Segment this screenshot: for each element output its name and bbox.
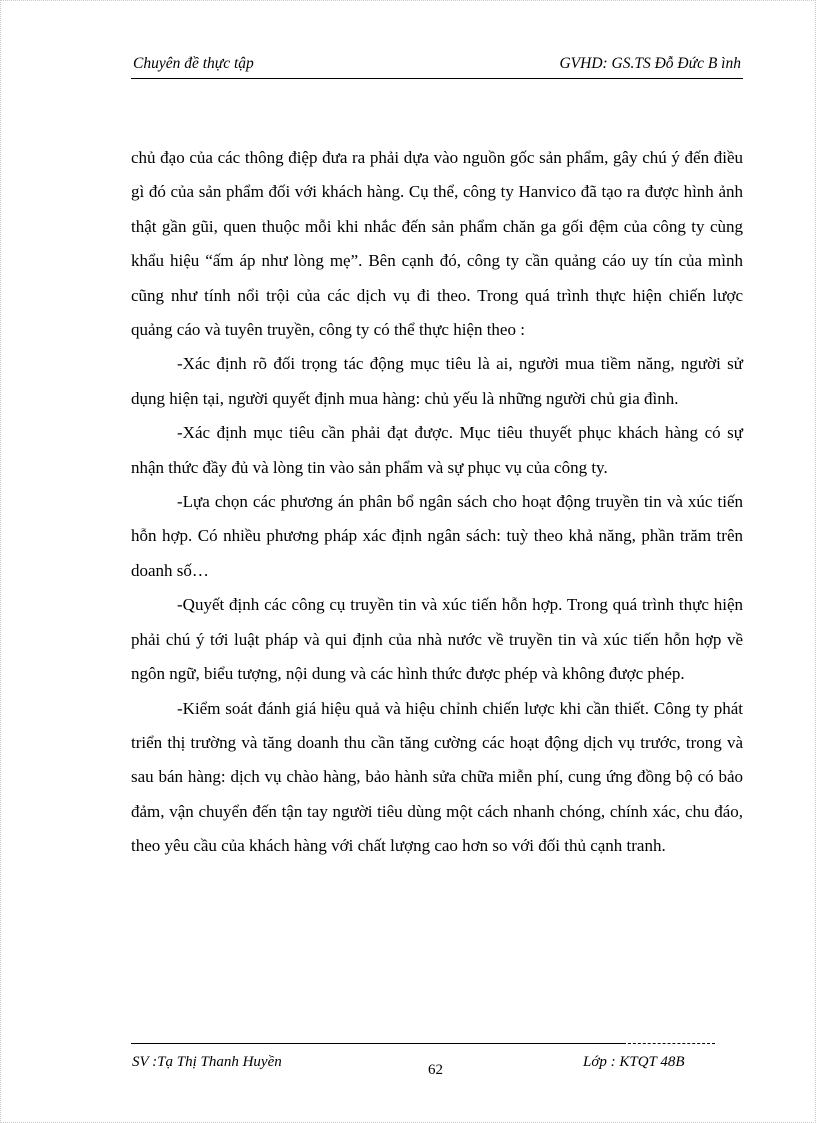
footer-divider [131, 1043, 715, 1044]
header-document-type: Chuyên đề thực tập [133, 55, 254, 72]
paragraph-objectives: -Xác định mục tiêu cần phải đạt được. Mục tiêu thuyết phục khách hàng có sự nhận thức đầy đủ và lòng tin vào sản phẩm và sự phục vụ của công ty. [131, 423, 743, 477]
footer-student-name: SV :Tạ Thị Thanh Huyền [132, 1054, 282, 1070]
paragraph-target-audience: -Xác định rõ đối trọng tác động mục tiêu là ai, người mua tiềm năng, người sử dụng hiện tại, người quyết định mua hàng: chủ yếu là những người chủ gia đình. [131, 354, 743, 408]
footer-divider-dashed-tail [623, 1043, 715, 1044]
page-header [131, 52, 743, 79]
paragraph-intro: chủ đạo của các thông điệp đưa ra phải dựa vào nguồn gốc sản phẩm, gây chú ý đến điều gì đó của sản phẩm đối với khách hàng. Cụ thể, công ty Hanvico đã tạo ra được hình ảnh thật gần gũi, quen thuộc mỗi khi nhắc đến sản phẩm chăn ga gối đệm của công ty cùng khẩu hiệu “ấm áp như lòng mẹ”. Bên cạnh đó, công ty cần quảng cáo uy tín của mình cũng như tính nổi trội của các dịch vụ đi theo. Trong quá trình thực hiện chiến lược quảng cáo và tuyên truyền, công ty có thể thực hiện theo : [131, 148, 743, 340]
footer-class: Lớp : KTQT 48B [583, 1054, 685, 1070]
body-text [131, 141, 743, 864]
page-number: 62 [428, 1062, 443, 1078]
paragraph-budget: -Lựa chọn các phương án phân bổ ngân sách cho hoạt động truyền tin và xúc tiến hỗn hợp. Có nhiều phương pháp xác định ngân sách: tuỳ theo khả năng, phần trăm trên doanh số… [131, 492, 743, 580]
paragraph-tools: -Quyết định các công cụ truyền tin và xúc tiến hỗn hợp. Trong quá trình thực hiện phải chú ý tới luật pháp và qui định của nhà nước về truyền tin và xúc tiến hỗn hợp về ngôn ngữ, biểu tượng, nội dung và các hình thức được phép và không được phép. [131, 595, 743, 684]
header-supervisor: GVHD: GS.TS Đỗ Đức B ình [559, 55, 741, 72]
paragraph-control: -Kiểm soát đánh giá hiệu quả và hiệu chỉnh chiến lược khi cần thiết. Công ty phát triển thị trường và tăng doanh thu cần tăng cường các hoạt động dịch vụ trước, trong và sau bán hàng: dịch vụ chào hàng, bảo hành sửa chữa miễn phí, cung ứng đồng bộ có bảo đảm, vận chuyển đến tận tay người tiêu dùng một cách nhanh chóng, chính xác, chu đáo, theo yêu cầu của khách hàng với chất lượng cao hơn so với đối thủ cạnh tranh. [131, 698, 743, 856]
